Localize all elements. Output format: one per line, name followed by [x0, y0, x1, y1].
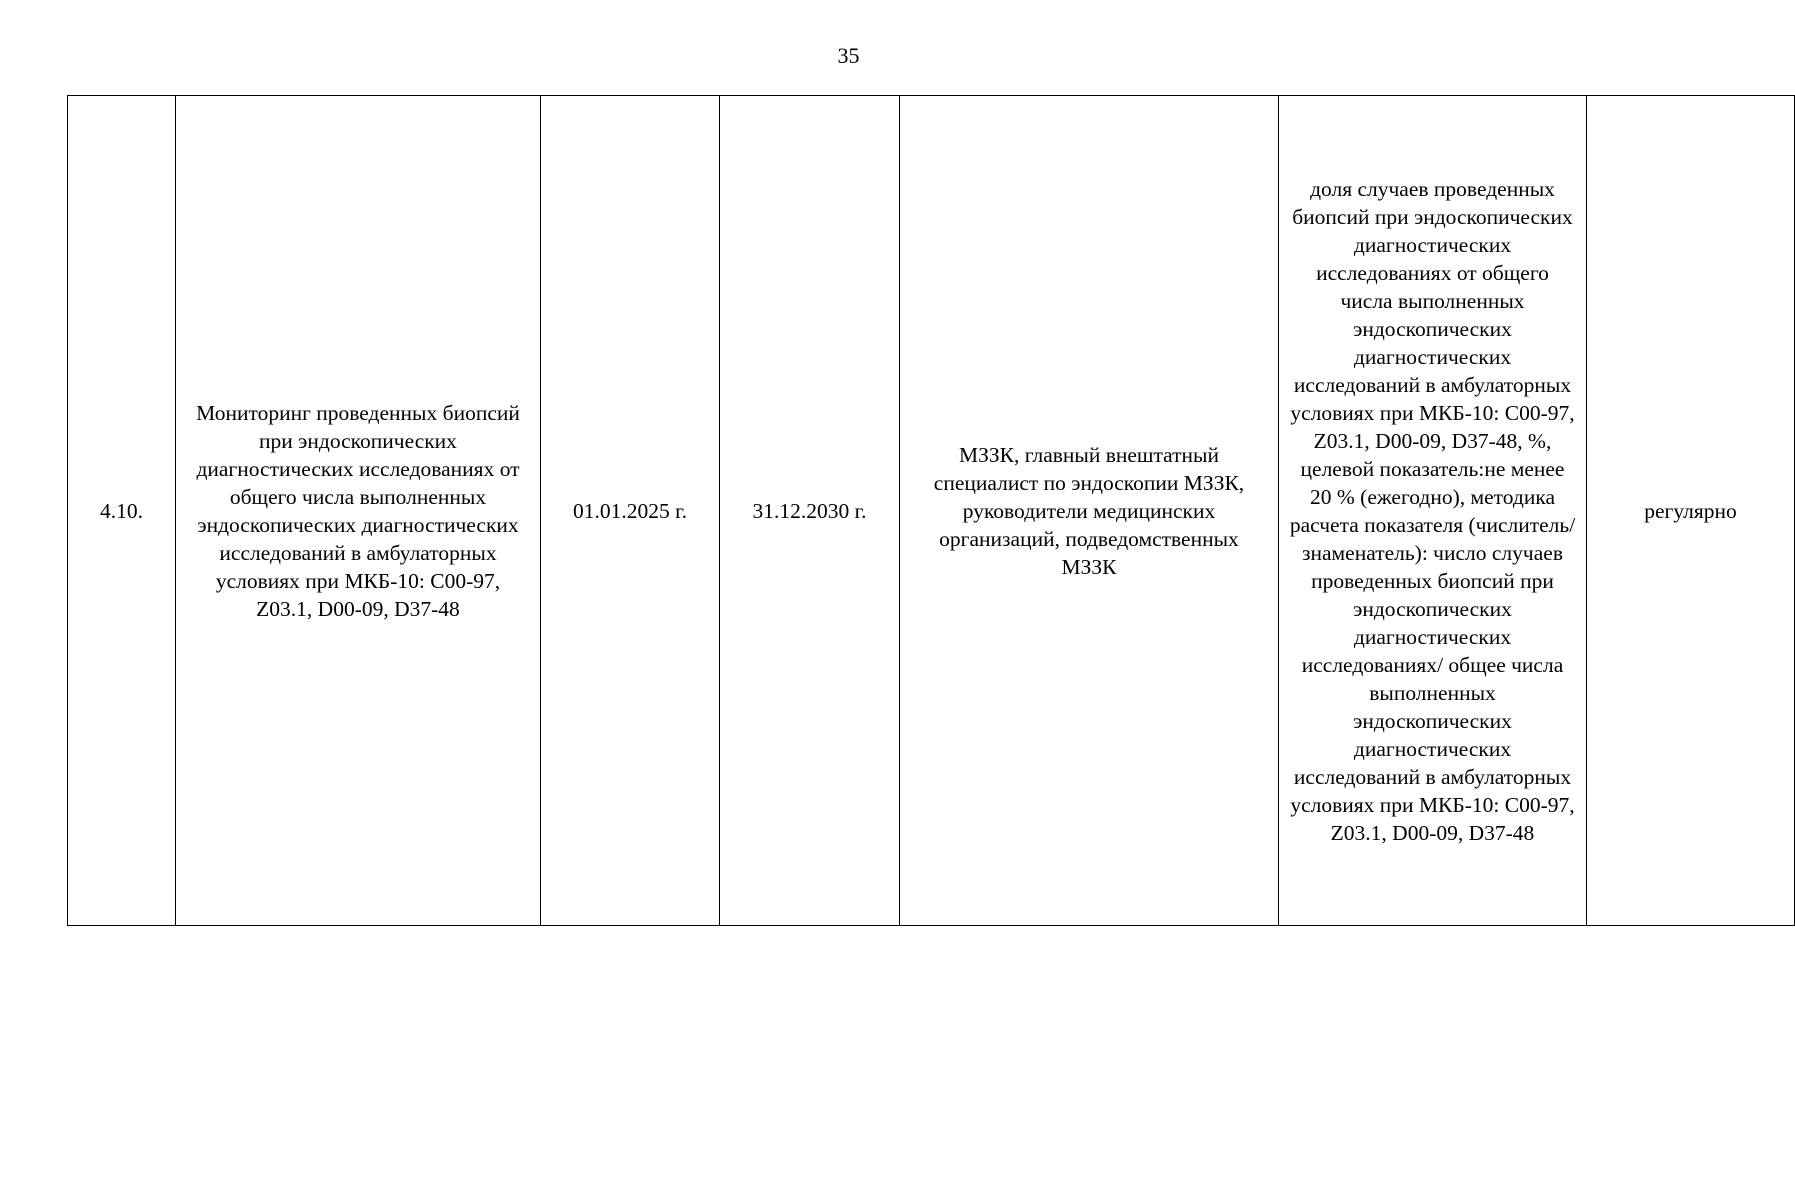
- row-number-cell: [68, 96, 176, 926]
- periodicity: регулярно: [1644, 498, 1737, 523]
- table-row: [68, 96, 1795, 926]
- start-date-cell: [541, 96, 720, 926]
- end-date-cell: [720, 96, 900, 926]
- page-number: 35: [837, 43, 860, 68]
- end-date: 31.12.2030 г.: [752, 498, 867, 523]
- indicator-description: доля случаев проведенных биопсий при эндоскопических диагностических исследованиях от общего числа выполненных эндоскопических диагностических исследований в амбулаторных условиях при МКБ-10: С00-97, Z03.1, D00-09, D37-48, %, целевой показатель:не менее 20 % (ежегодно), методика расчета показателя (числитель/знаменатель): число случаев проведенных биопсий при эндоскопических диагностических исследованиях/ общее числа выполненных эндоскопических диагностических исследований в амбулаторных условиях при МКБ-10: С00-97, Z03.1, D00-09, D37-48: [1289, 176, 1576, 845]
- periodicity-cell: [1587, 96, 1795, 926]
- responsible-cell: [900, 96, 1279, 926]
- responsible-parties: МЗЗК, главный внештатный специалист по эндоскопии МЗЗК, руководители медицинских организаций, подведомственных МЗЗК: [933, 442, 1245, 579]
- indicator-cell: [1279, 96, 1587, 926]
- start-date: 01.01.2025 г.: [573, 498, 687, 523]
- activity-name: Мониторинг проведенных биопсий при эндоскопических диагностических исследованиях от общего числа выполненных эндоскопических диагностических исследований в амбулаторных условиях при МКБ-10: С00-97, Z03.1, D00-09, D37-48: [196, 400, 520, 621]
- row-number: 4.10.: [100, 498, 143, 523]
- activity-name-cell: [176, 96, 541, 926]
- plan-table: [67, 95, 1795, 926]
